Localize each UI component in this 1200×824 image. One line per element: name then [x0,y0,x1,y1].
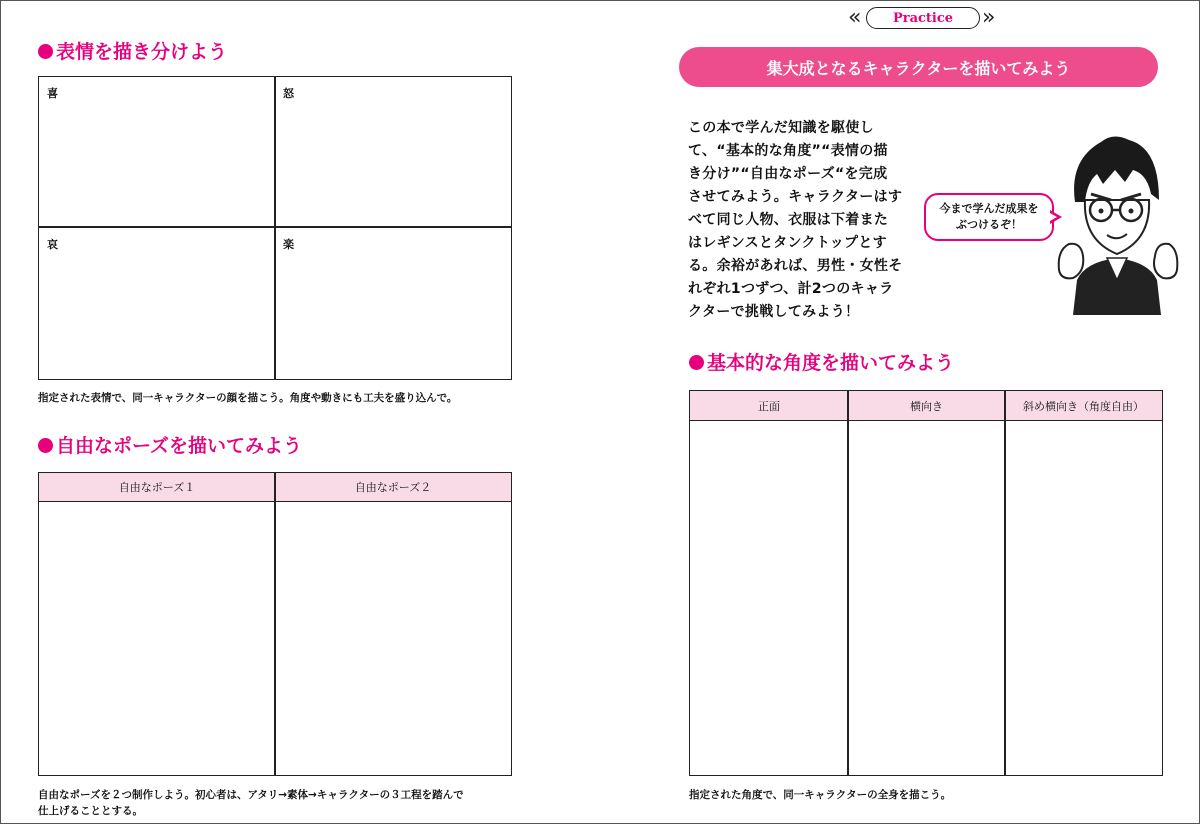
intro-line: て、“基本的な角度”“表情の描 [688,143,888,159]
bullet-dot-icon [38,44,53,59]
poses-heading [38,431,302,458]
expressions-heading [38,37,227,64]
poses-header-2: 自由なポーズ２ [354,481,432,494]
grid-divider [274,76,276,380]
angles-caption: 指定された角度で、同一キャラクターの全身を描こう。 [689,789,952,801]
poses-header-1: 自由なポーズ１ [118,481,196,494]
intro-line: クターで挑戦してみよう！ [688,304,860,320]
intro-line: れぞれ1つずつ、計2つのキャラ [688,281,894,297]
poses-caption-line2: 仕上げることとする。 [38,805,143,817]
angles-heading [689,348,954,375]
angles-header-diagonal: 斜め横向き（角度自由） [1023,399,1144,413]
intro-line: べて同じ人物、衣服は下着また [688,212,889,228]
angles-table [689,390,1163,776]
intro-line: き分け”“自由なポーズ“を完成 [688,166,888,182]
chevron-right-icon: » [982,5,996,30]
table-divider [1004,390,1006,776]
bubble-line1: 今まで学んだ成果を [939,202,1039,215]
intro-text [688,117,908,324]
table-divider [274,472,276,776]
poses-title: 自由なポーズを描いてみよう [56,435,303,457]
expression-label-sorrow: 哀 [47,238,58,251]
speech-bubble [924,193,1054,241]
table-divider [847,390,849,776]
angles-title: 基本的な角度を描いてみよう [707,352,955,374]
angles-header-side: 横向き [910,399,943,413]
expression-label-anger: 怒 [283,87,294,100]
expressions-title: 表情を描き分けよう [56,41,228,63]
expression-label-pleasure: 楽 [283,238,294,251]
practice-badge [848,5,1000,31]
intro-line: この本で学んだ知識を駆使し [688,120,874,136]
angles-header-row [690,391,1162,421]
character-illustration [1055,130,1180,315]
intro-line: させてみよう。キャラクターはす [688,189,903,205]
section-banner: 集大成となるキャラクターを描いてみよう [679,47,1158,87]
bubble-line2: ぶつけるぞ！ [956,218,1022,231]
intro-line: はレギンスとタンクトップとす [688,235,887,251]
expressions-caption: 指定された表情で、同一キャラクターの顔を描こう。角度や動きにも工夫を盛り込んで。 [38,392,458,404]
expression-label-joy: 喜 [47,87,58,100]
intro-line: る。余裕があれば、男性・女性そ [688,258,903,274]
chevron-left-icon: « [848,5,862,30]
angles-header-front: 正面 [758,399,780,413]
bullet-dot-icon [38,438,53,453]
bullet-dot-icon [689,355,704,370]
grid-divider [38,226,512,228]
practice-label: Practice [866,7,980,29]
poses-caption-line1: 自由なポーズを２つ制作しよう。初心者は、アタリ→素体→キャラクターの３工程を踏んで [38,789,464,801]
